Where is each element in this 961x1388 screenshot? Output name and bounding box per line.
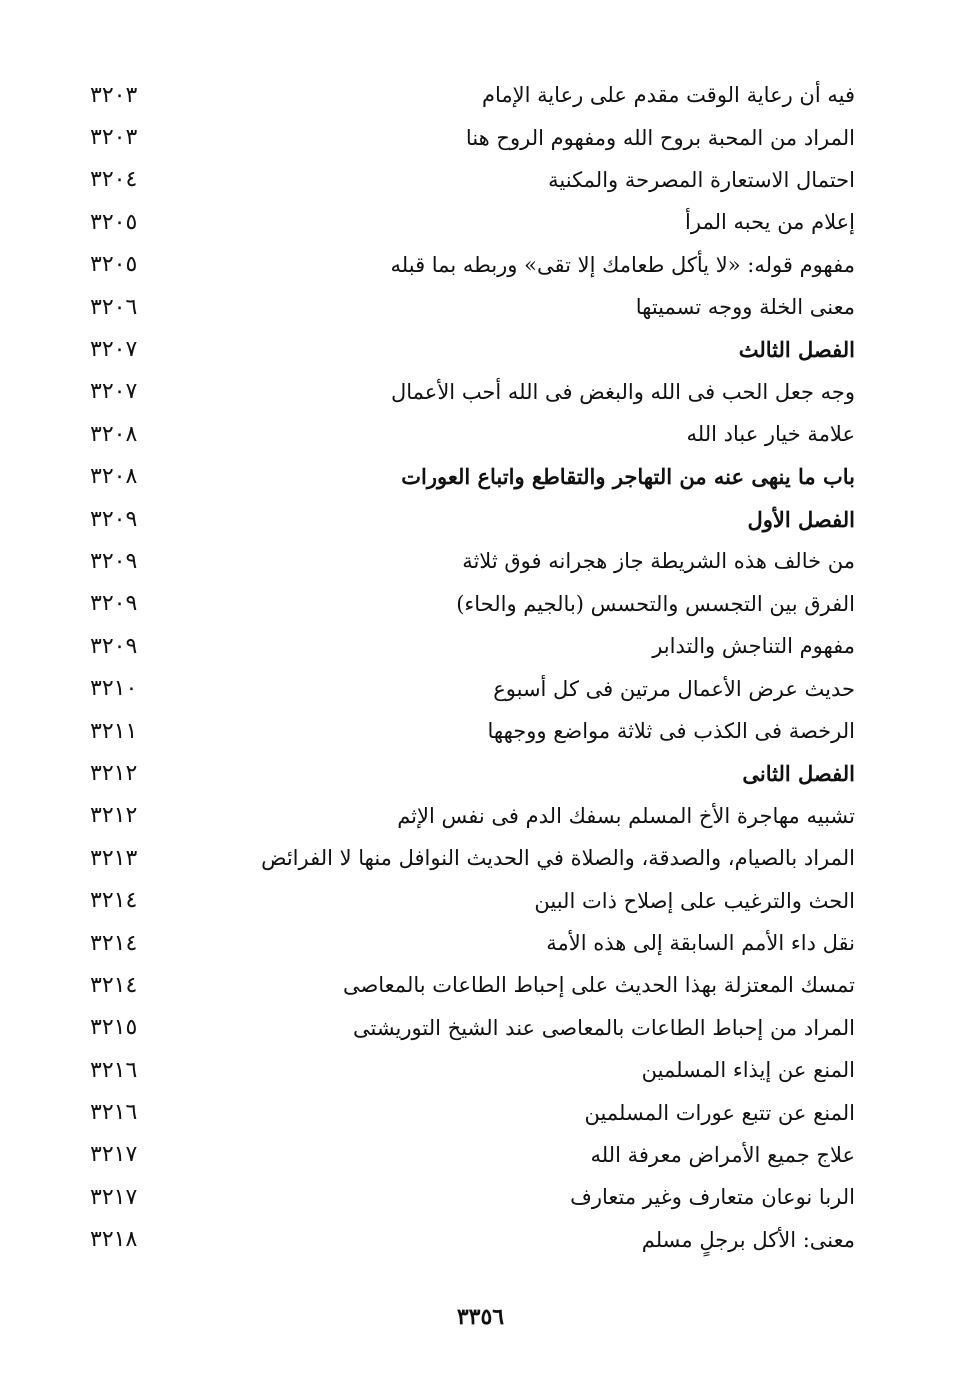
toc-row [90, 328, 855, 370]
toc-row [90, 201, 855, 243]
toc-row [90, 1134, 855, 1176]
toc-row [90, 116, 855, 158]
toc-entry-page: ٣٢١٣ [90, 845, 138, 871]
toc-entry-page: ٣٢٠٩ [90, 548, 138, 574]
toc-row [90, 413, 855, 455]
toc-section-heading: باب ما ينهى عنه من التهاجر والتقاطع واتباع العورات [401, 464, 855, 490]
toc-row [90, 752, 855, 794]
toc-entry-title: علامة خيار عباد الله [686, 422, 855, 447]
toc-entry-page: ٣٢١٦ [90, 1057, 138, 1083]
toc-row [90, 286, 855, 328]
toc-entry-page: ٣٢٠٥ [90, 209, 138, 235]
toc-entry-page: ٣٢٠٣ [90, 82, 138, 108]
toc-entry-page: ٣٢١٤ [90, 972, 138, 998]
toc-row [90, 456, 855, 498]
toc-row [90, 1007, 855, 1049]
toc-entry-page: ٣٢١٤ [90, 930, 138, 956]
toc-entry-page: ٣٢٠٨ [90, 421, 138, 447]
toc-row [90, 1049, 855, 1091]
table-of-contents [90, 74, 855, 1261]
toc-row [90, 795, 855, 837]
toc-row [90, 879, 855, 921]
toc-entry-page: ٣٢٠٩ [90, 506, 138, 532]
toc-entry-title: الرخصة فى الكذب فى ثلاثة مواضع ووجهها [487, 719, 855, 744]
toc-entry-title: المنع عن إيذاء المسلمين [641, 1058, 855, 1083]
toc-entry-title: إعلام من يحبه المرأ [685, 210, 855, 235]
toc-entry-title: المنع عن تتبع عورات المسلمين [584, 1100, 855, 1125]
toc-entry-title: المراد من المحبة بروح الله ومفهوم الروح هنا [465, 125, 855, 150]
toc-entry-page: ٣٢١٥ [90, 1015, 138, 1041]
toc-section-heading: الفصل الأول [747, 506, 855, 532]
toc-row [90, 710, 855, 752]
toc-entry-page: ٣٢٠٣ [90, 125, 138, 151]
toc-row [90, 244, 855, 286]
toc-entry-title: احتمال الاستعارة المصرحة والمكنية [548, 167, 855, 192]
toc-row [90, 625, 855, 667]
toc-row [90, 371, 855, 413]
toc-entry-page: ٣٢٠٤ [90, 167, 138, 193]
toc-entry-page: ٣٢٠٩ [90, 633, 138, 659]
toc-entry-page: ٣٢٠٨ [90, 464, 138, 490]
toc-entry-page: ٣٢١١ [90, 718, 138, 744]
toc-entry-title: معنى الخلة ووجه تسميتها [635, 295, 855, 320]
toc-row [90, 837, 855, 879]
toc-entry-title: مفهوم قوله: «لا يأكل طعامك إلا تقى» وربطه بما قبله [390, 252, 855, 277]
toc-entry-page: ٣٢١٠ [90, 676, 138, 702]
toc-entry-title: من خالف هذه الشريطة جاز هجرانه فوق ثلاثة [462, 549, 855, 574]
toc-entry-page: ٣٢٠٧ [90, 379, 138, 405]
toc-entry-title: نقل داء الأمم السابقة إلى هذه الأمة [546, 931, 855, 955]
toc-entry-page: ٣٢٠٥ [90, 252, 138, 278]
toc-entry-title: تشبيه مهاجرة الأخ المسلم بسفك الدم فى نفس الإثم [397, 803, 855, 828]
page-number: ٣٣٥٦ [456, 1304, 505, 1330]
toc-entry-title: حديث عرض الأعمال مرتين فى كل أسبوع [493, 676, 855, 701]
toc-entry-title: المراد بالصيام، والصدقة، والصلاة في الحديث النوافل منها لا الفرائض [261, 846, 855, 871]
toc-row [90, 74, 855, 116]
toc-row [90, 1176, 855, 1218]
toc-entry-title: وجه جعل الحب فى الله والبغض فى الله أحب الأعمال [391, 379, 855, 404]
toc-entry-page: ٣٢١٤ [90, 888, 138, 914]
toc-entry-title: المراد من إحباط الطاعات بالمعاصى عند الشيخ التوريشتى [352, 1015, 855, 1040]
toc-entry-title: الربا نوعان متعارف وغير متعارف [570, 1185, 855, 1210]
toc-row [90, 159, 855, 201]
toc-entry-title: الحث والترغيب على إصلاح ذات البين [534, 888, 855, 913]
toc-entry-page: ٣٢٠٦ [90, 294, 138, 320]
toc-row [90, 667, 855, 709]
toc-row [90, 922, 855, 964]
toc-entry-title: علاج جميع الأمراض معرفة الله [590, 1142, 855, 1167]
toc-entry-title: تمسك المعتزلة بهذا الحديث على إحباط الطاعات بالمعاصى [342, 973, 855, 998]
toc-row [90, 540, 855, 582]
toc-entry-title: معنى: الأكل برجلٍ مسلم [641, 1227, 855, 1252]
toc-row [90, 583, 855, 625]
toc-entry-page: ٣٢١٢ [90, 760, 138, 786]
toc-entry-page: ٣٢١٨ [90, 1227, 138, 1253]
toc-entry-title: الفرق بين التجسس والتحسس (بالجيم والحاء) [456, 591, 855, 616]
toc-entry-title: مفهوم التناجش والتدابر [652, 634, 855, 659]
toc-entry-page: ٣٢١٧ [90, 1184, 138, 1210]
toc-row [90, 498, 855, 540]
toc-entry-title: فيه أن رعاية الوقت مقدم على رعاية الإمام [481, 83, 855, 108]
toc-entry-page: ٣٢٠٧ [90, 337, 138, 363]
toc-row [90, 1219, 855, 1261]
toc-entry-page: ٣٢١٧ [90, 1142, 138, 1168]
toc-entry-page: ٣٢١٦ [90, 1100, 138, 1126]
toc-row [90, 1091, 855, 1133]
toc-row [90, 964, 855, 1006]
toc-entry-page: ٣٢٠٩ [90, 591, 138, 617]
toc-entry-page: ٣٢١٢ [90, 803, 138, 829]
toc-section-heading: الفصل الثانى [742, 760, 855, 786]
toc-section-heading: الفصل الثالث [738, 337, 855, 363]
